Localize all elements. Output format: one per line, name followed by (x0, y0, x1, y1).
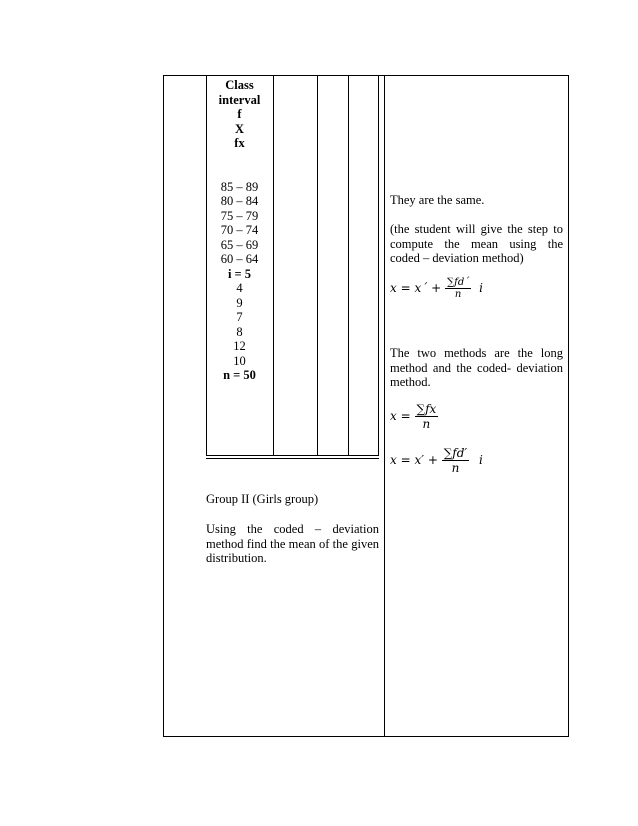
class-width-label: i = 5 (227, 266, 252, 281)
methods-statement: The two methods are the long method and the coded- deviation method. (390, 346, 563, 389)
frequency-row: 10 (233, 353, 246, 368)
interval-row: 60 – 64 (220, 252, 259, 266)
formula-i: i (479, 281, 483, 295)
header-f: f (237, 107, 242, 121)
frequency-row: 7 (236, 310, 243, 324)
formula-xprime: x´ (414, 281, 428, 295)
formula-fraction (445, 277, 471, 300)
fraction-numerator: ∑fd′ (443, 446, 468, 460)
interval-row: 65 – 69 (220, 237, 259, 252)
frequency-row: 9 (236, 295, 243, 310)
frequency-row: 4 (236, 281, 243, 295)
formula-i: i (478, 453, 483, 467)
header-fx: fx (234, 136, 245, 150)
student-note: (the student will give the step to compute the mean using the coded – deviation method) (390, 222, 563, 265)
formula-equals: = (400, 409, 411, 423)
formula-equals: = (400, 453, 411, 467)
fraction-denominator: n (422, 417, 431, 431)
frequency-row: 12 (233, 339, 246, 353)
instruction-text: Using the coded – deviation method find the mean of the given distribution. (206, 522, 379, 565)
header-x: X (234, 121, 245, 136)
coded-deviation-formula-2 (390, 446, 563, 475)
header-interval: interval (218, 92, 261, 107)
coded-deviation-formula (390, 277, 563, 300)
interval-row: 70 – 74 (220, 223, 259, 237)
formula-fraction (415, 402, 439, 431)
interval-row: 80 – 84 (220, 194, 259, 208)
interval-row: 75 – 79 (220, 208, 259, 223)
frequency-table-column (206, 78, 273, 383)
table-column-rule (348, 75, 349, 456)
group-label: Group II (Girls group) (206, 492, 319, 506)
fraction-denominator: n (454, 289, 462, 300)
total-frequency-label: n = 50 (223, 368, 256, 382)
interval-row: 85 – 89 (220, 179, 259, 194)
fraction-denominator: n (451, 461, 460, 475)
formula-fraction (442, 446, 469, 475)
formula-xprime: x′ (414, 453, 424, 467)
frequency-table-bottom-rule (206, 458, 379, 459)
formula-plus: + (427, 453, 438, 467)
long-method-formula (390, 402, 563, 431)
formula-lhs: x (390, 453, 397, 467)
fraction-numerator: ∑fx (416, 402, 437, 416)
same-statement: They are the same. (390, 193, 485, 207)
table-column-rule (273, 75, 274, 456)
formula-plus: + (431, 281, 442, 295)
column-divider (384, 75, 385, 737)
header-class: Class (225, 78, 254, 92)
formula-equals: = (400, 281, 411, 295)
formula-lhs: x (390, 281, 397, 295)
formula-lhs: x (390, 409, 397, 423)
fraction-numerator: ∑fd´ (447, 277, 470, 288)
frequency-row: 8 (236, 324, 243, 339)
table-column-rule (317, 75, 318, 456)
